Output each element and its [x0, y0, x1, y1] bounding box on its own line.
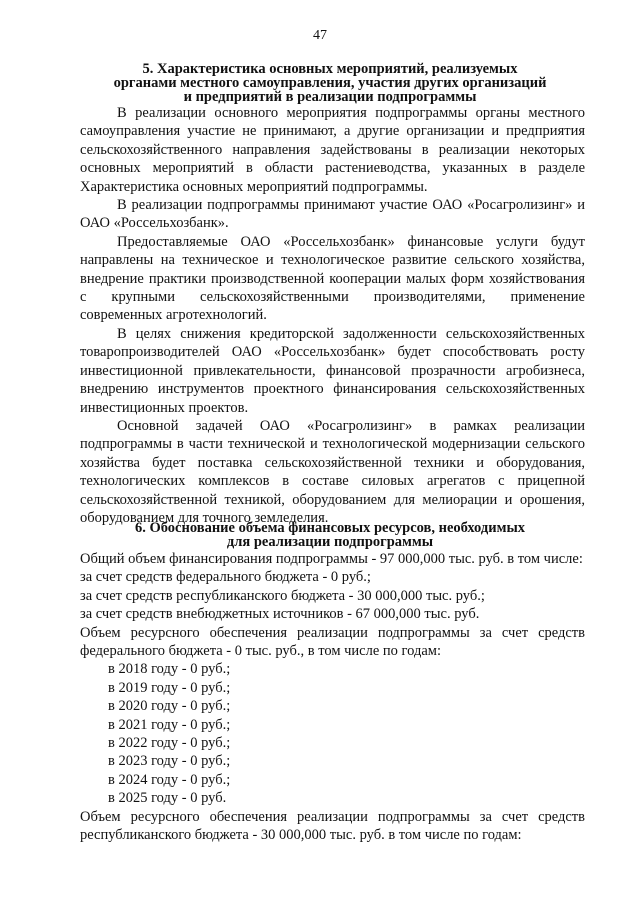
year-item: в 2018 году - 0 руб.; — [108, 661, 231, 678]
section-6-body — [80, 550, 585, 845]
total-financing: Общий объем финансирования подпрограммы - 97 000,000 тыс. руб. в том числе: — [80, 551, 583, 567]
paragraph: В реализации основного мероприятия подпрограммы органы местного самоуправления участие не принимают, а другие организации и предприятия сельскохозяйственного направления задействованы в реализации некоторых основных мероприятий в области растениеводства, указанных в разделе Характеристика основных мероприятий подпрограммы. — [80, 105, 585, 195]
page-number: 47 — [313, 28, 327, 43]
heading-line: для реализации подпрограммы — [226, 534, 434, 550]
paragraph: В целях снижения кредиторской задолженности сельскохозяйственных товаропроизводителей ОАО «Россельхозбанк» будет способствовать росту инвестиционной привлекательности, финансовой прозрачности агробизнеса, внедрению инструментов проектного финансирования сельскохозяйственных инвестиционных проектов. — [80, 325, 585, 416]
year-item: в 2020 году - 0 руб.; — [108, 698, 231, 715]
heading-line: 5. Характеристика основных мероприятий, реализуемых — [142, 61, 518, 77]
section-5-heading — [80, 62, 580, 104]
heading-line: и предприятий в реализации подпрограммы — [183, 89, 477, 105]
heading-line: 6. Обоснование объема финансовых ресурсов, необходимых — [134, 520, 526, 536]
heading-line: органами местного самоуправления, участия других организаций — [113, 75, 547, 91]
section-5-body — [80, 104, 585, 527]
republican-budget-line: за счет средств республиканского бюджета - 30 000,000 тыс. руб.; — [80, 587, 485, 604]
federal-years-list — [80, 660, 585, 807]
extrabudgetary-line: за счет средств внебюджетных источников - 67 000,000 тыс. руб. — [80, 606, 480, 623]
year-item: в 2024 году - 0 руб.; — [108, 771, 231, 788]
year-item: в 2025 году - 0 руб. — [108, 790, 227, 807]
year-item: в 2019 году - 0 руб.; — [108, 679, 231, 696]
section-6-heading — [80, 521, 580, 549]
year-item: в 2021 году - 0 руб.; — [108, 716, 231, 733]
paragraph: Основной задачей ОАО «Росагролизинг» в рамках реализации подпрограммы в части технической и технологической модернизации сельского хозяйства будет поставка сельскохозяйственной техники и оборудования, технологических комплексов в составе силовых агрегатов с прицепной сельскохозяйственной техникой, оборудованием для мелиорации и орошения, оборудованием для точного земледелия. — [80, 417, 585, 526]
federal-intro: Объем ресурсного обеспечения реализации подпрограммы за счет средств федерального бюджета - 0 тыс. руб., в том числе по годам: — [80, 624, 585, 660]
republican-intro: Объем ресурсного обеспечения реализации подпрограммы за счет средств республиканского бюджета - 30 000,000 тыс. руб. в том числе по годам: — [80, 808, 585, 844]
year-item: в 2023 году - 0 руб.; — [108, 753, 231, 770]
paragraph: Предоставляемые ОАО «Россельхозбанк» финансовые услуги будут направлены на техническое и технологическое развитие сельского хозяйства, внедрение практики производственной кооперации малых форм хозяйствования с крупными сельскохозяйственными производителями, применение современных агротехнологий. — [80, 233, 585, 324]
year-item: в 2022 году - 0 руб.; — [108, 735, 231, 752]
federal-budget-line: за счет средств федерального бюджета - 0 руб.; — [80, 569, 371, 586]
paragraph: В реализации подпрограммы принимают участие ОАО «Росагролизинг» и ОАО «Россельхозбанк». — [80, 197, 585, 232]
